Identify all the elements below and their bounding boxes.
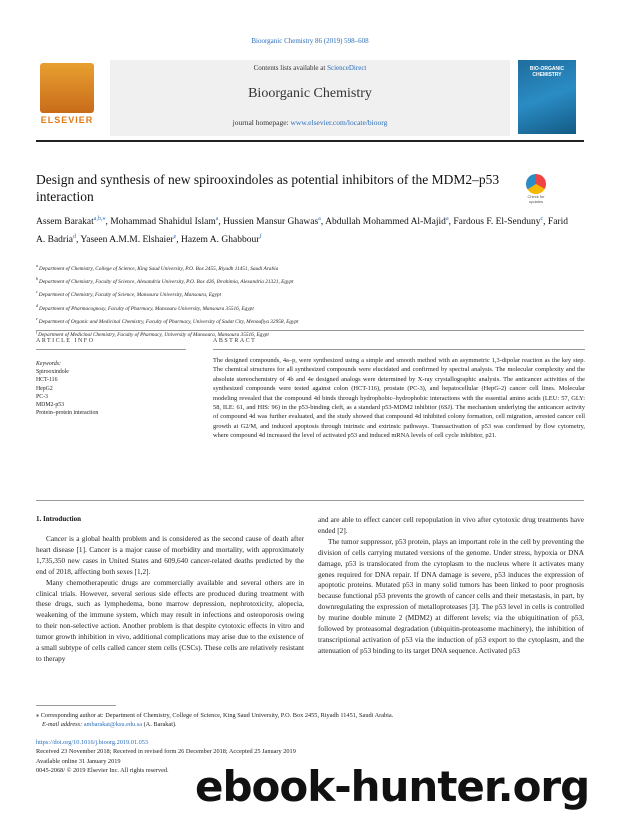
copyright: 0045-2068/ © 2019 Elsevier Inc. All rights reserved. (36, 766, 169, 774)
keyword-item: PC-3 (36, 393, 48, 400)
author-affiliation-marker[interactable]: c (540, 216, 544, 222)
affiliation-list (36, 261, 576, 340)
author-name[interactable]: Hussien Mansur Ghawas (223, 217, 319, 228)
header-rule (36, 140, 584, 142)
homepage-link[interactable]: www.elsevier.com/locate/bioorg (290, 118, 388, 127)
abstract-label: ABSTRACT (213, 338, 257, 344)
body-paragraph: Many chemotherapeutic drugs are commercially available and several others are in clinical trials. However, several serious side effects are produced during treatment with these drugs, such as lymphedema, bone marrow depression, nephrotoxicity, alopecia, weakening of the immune system, which may result in infections and osteoporosis owing to their non-selective action. Another problem is that despite cytotoxic effects in vitro and tumor growth inhibition in vivo, additional complications may arise due to the existence of a small subtype of cells called cancer stem cells (CSCs). These cells are relatively resistant to therapy (36, 577, 304, 663)
keywords-block (36, 360, 186, 417)
author-name[interactable]: Abdullah Mohammed Al-Majid (325, 217, 446, 228)
keywords-label: Keywords: (36, 361, 61, 367)
doi-link[interactable]: https://doi.org/10.1016/j.bioorg.2019.01.053 (36, 739, 149, 746)
available-date: Available online 31 January 2019 (36, 757, 121, 765)
affiliation-item: $^c$ Department of Chemistry, Faculty of Science, Mansoura University, Mansoura, Egypt (36, 289, 222, 299)
crossmark-button[interactable] (522, 174, 550, 206)
affiliation-item: $^b$ Department of Chemistry, Faculty of Science, Alexandria University, P.O. Box 426, Ibrahimia, Alexandria 21321, Egypt (36, 276, 294, 285)
divider (36, 330, 584, 331)
email-link[interactable]: ambarakat@ksu.edu.sa (83, 721, 143, 728)
email-line (36, 720, 576, 729)
author-name[interactable]: Mohammad Shahidul Islam (110, 217, 216, 228)
body-right-column (318, 515, 584, 657)
contents-line (110, 64, 510, 72)
keyword-item: HCT-116 (36, 377, 58, 384)
author-name[interactable]: Assem Barakat (36, 217, 94, 228)
cover-title: BIO-ORGANIC CHEMISTRY (529, 66, 565, 78)
article-info-heading (36, 338, 186, 350)
author-affiliation-marker[interactable]: a (445, 216, 449, 222)
journal-title: Bioorganic Chemistry (248, 86, 372, 101)
keyword-item: MDM2-p53 (36, 402, 65, 409)
corresponding-author: ⁎ Corresponding author at: Department of Chemistry, College of Science, King Saud University, P.O. Box 2455, Riyadh 11451, Saudi Arabia. (36, 712, 394, 719)
email-suffix: (A. Barakat). (142, 721, 177, 728)
article-title: Design and synthesis of new spirooxindoles as potential inhibitors of the MDM2–p53 interaction (36, 172, 500, 204)
contents-prefix: Contents lists available at (253, 64, 328, 72)
body-paragraph: Cancer is a global health problem and is considered as the second cause of death after heart disease [1]. Cancer is a major cause of morbidity and mortality, with approximately 1,735,350 new cases in United States and 609,640 cancer-related deaths predicted by the end of 2018, affecting both sexes [1,2]. (36, 534, 304, 576)
elsevier-logo (40, 63, 94, 129)
keyword-item: Protein–protein interaction (36, 410, 99, 417)
divider (36, 500, 584, 501)
body-paragraph: The tumor suppressor, p53 protein, plays an important role in the cell by preventing the division of cells carrying mutated versions of the genome. Under stress, hypoxia or DNA damage, p53 is translocated from the cytoplasm to the nucleus where it activates many genes required for DNA repair. If DNA damage is severe, p53 induces the expression of apoptotic proteins. Mutated p53 in many solid tumors has been linked to poor prognosis because functional p53 prevents the growth of cancer cells and their metastasis, in part, by downregulating the expression of metalloproteases [3]. The p53 level in cells is controlled by murine double minute 2 (MDM2) at different levels; via the ubiquitination of p53, followed by proteasomal degradation (ubiquitin-proteasome machinery), the inhibition of transcriptional activation of p53 via the induction of p53 export to the cytoplasm, and the attenuation of p53 binding to its target DNA sequence. Activated p53 (318, 536, 584, 655)
author-name[interactable]: Yaseen A.M.M. Elshaier (80, 235, 174, 246)
author-name[interactable]: Farid A. Badria (36, 217, 568, 246)
email-label: E-mail address: (42, 721, 84, 728)
crossmark-label: Check for updates (527, 194, 545, 204)
author-affiliation-marker[interactable]: a (318, 216, 321, 222)
affiliation-item: $^d$ Department of Pharmacognosy, Faculty of Pharmacy, Mansoura University, Mansoura 35516, Egypt (36, 302, 254, 312)
author-name[interactable]: Hazem A. Ghabbour (181, 235, 260, 246)
footnote (36, 711, 576, 729)
body-left-column (36, 534, 304, 665)
divider (213, 349, 585, 350)
affiliation-item: $^f$ Department of Medicinal Chemistry, Faculty of Pharmacy, University of Mansoura, Mansoura 35516, Egypt (36, 328, 269, 338)
crossmark-icon (526, 174, 546, 194)
author-affiliation-marker[interactable]: f (259, 234, 262, 241)
keyword-item: HepG2 (36, 385, 53, 392)
journal-reference[interactable]: Bioorganic Chemistry 86 (2019) 598–608 (251, 37, 369, 45)
received-dates: Received 23 November 2018; Received in revised form 26 December 2018; Accepted 25 January 2019 (36, 748, 296, 756)
journal-header (110, 60, 510, 136)
divider (36, 349, 186, 350)
publisher-logo-text: ELSEVIER (40, 115, 94, 125)
author-affiliation-marker[interactable]: a,b,⁎ (93, 216, 106, 222)
author-affiliation-marker[interactable]: a (215, 216, 219, 222)
article-info-label: ARTICLE INFO (36, 338, 95, 344)
homepage-line (110, 118, 510, 127)
journal-cover (518, 60, 576, 134)
elsevier-tree-icon (40, 63, 94, 113)
author-list: Assem Barakat$^{a,b,⁎}$, Mohammad Shahidul Islam$^a$, Hussien Mansur Ghawas$^a$, Abdullah Mohammed Al-Majid$^a$, Fardous F. El-Senduny$^c$, Farid A. Badria$^d$, Yaseen A.M.M. Elshaier$^e$, Hazem A. Ghabbour$^f$ (36, 216, 568, 246)
keyword-item: Spirooxindole (36, 369, 69, 376)
author-affiliation-marker[interactable]: e (173, 234, 177, 241)
homepage-prefix: journal homepage: (232, 118, 291, 127)
author-affiliation-marker[interactable]: d (72, 234, 76, 241)
affiliation-item: $^e$ Department of Organic and Medicinal Chemistry, Faculty of Pharmacy, University of Sadat City, Menoufiya 32958, Egypt (36, 315, 299, 325)
watermark: ebook-hunter.org (195, 762, 590, 811)
sciencedirect-link[interactable]: ScienceDirect (327, 64, 367, 72)
affiliation-item: $^a$ Department of Chemistry, College of Science, King Saud University, P.O. Box 2455, Riyadh 11451, Saudi Arabia (36, 263, 279, 272)
body-paragraph: and are able to effect cancer cell repopulation in vivo after cytotoxic drug treatments have ended [2]. (318, 515, 584, 535)
abstract-text: The designed compounds, 4a–p, were synthesized using a simple and smooth method with an asymmetric 1,3-dipolar reaction as the key step. The chemical structures for all synthesized compounds were elucidated and confirmed by spectral analysis. The molecular complexity and the absolute stereochemistry of 4b and 4e designed analogs were determined by X-ray crystallographic analysis. The anticancer activities of the synthesized compounds were tested against colon (HCT-116), prostate (PC-3), and hepatocellular (HepG-2) cancer cell lines. Molecular modeling revealed that the compound 4d binds through hydrophobic–hydrophobic interactions with the essential amino acids (LEU: 57, GLY: 58, ILE: 61, and HIS: 96) in the p53-binding cleft, as a standard p53-MDM2 inhibitor (6SJ). The mechanism underlying the anticancer activity of compound 4d was further evaluated, and the study showed that compound 4d inhibited colony formation, cell migration, arrested cancer cell growth at G2/M, and induced apoptosis through intrinsic and extrinsic pathways. Transactivation of p53 was confirmed by flow cytometry, where compound 4d increased the level of activated p53 and induced mRNA levels of cell cycle inhibitor, p21. (213, 357, 585, 440)
section-heading: 1. Introduction (36, 515, 81, 523)
footnote-rule (36, 705, 116, 706)
author-name[interactable]: Fardous F. El-Senduny (453, 217, 541, 228)
abstract-heading (213, 338, 585, 350)
